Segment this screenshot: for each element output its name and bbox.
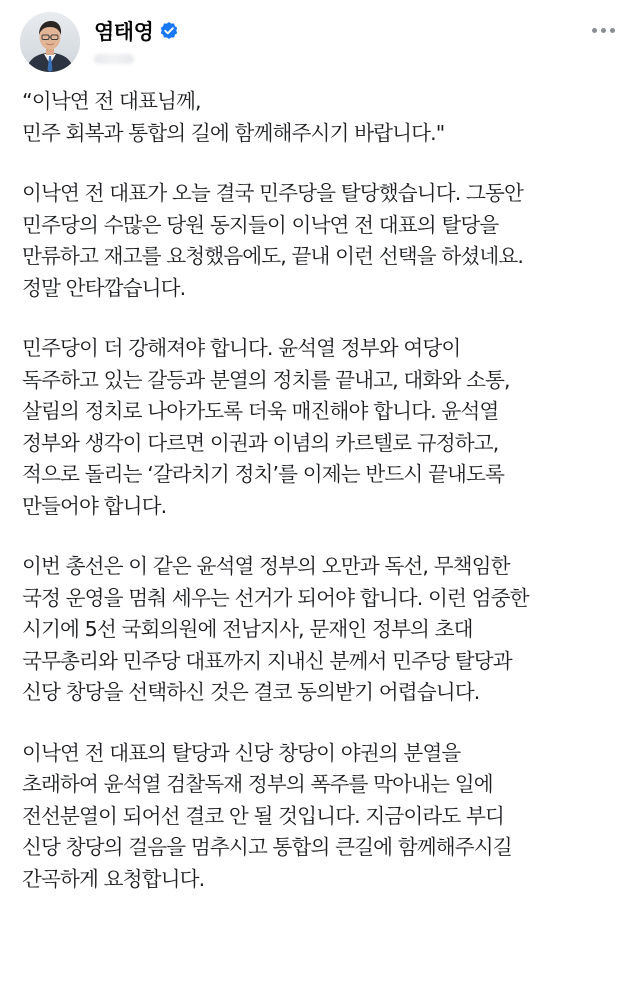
text-line: 만들어야 합니다. <box>22 493 167 518</box>
blurred-timestamp <box>94 54 134 64</box>
verified-badge-icon <box>159 21 179 41</box>
text-line: 간곡하게 요청합니다. <box>22 866 205 891</box>
more-dot <box>601 28 606 33</box>
text-line: 민주 회복과 통합의 길에 함께해주시기 바랍니다." <box>22 120 445 145</box>
avatar[interactable] <box>20 12 80 72</box>
text-line: 신당 창당의 걸음을 멈추시고 통합의 큰길에 함께해주시길 <box>22 835 512 859</box>
text-line: 시기에 5선 국회의원에 전남지사, 문재인 정부의 초대 <box>22 617 473 641</box>
text-line: 만류하고 재고를 요청했음에도, 끝내 이런 선택을 하셨네요. <box>22 244 524 268</box>
paragraph <box>22 738 630 896</box>
more-dot <box>610 28 615 33</box>
text-line: 국정 운영을 멈춰 세우는 선거가 되어야 합니다. 이런 엄중한 <box>22 585 529 610</box>
text-line: 적으로 돌리는 ‘갈라치기 정치’를 이제는 반드시 끝내도록 <box>22 462 505 486</box>
paragraph <box>22 551 630 709</box>
author-line <box>94 18 179 44</box>
post-body <box>22 86 630 924</box>
post-header <box>20 12 620 82</box>
profile-photo <box>20 12 80 72</box>
text-line: 민주당이 더 강해져야 합니다. 윤석열 정부와 여당이 <box>22 336 461 360</box>
text-line: 이낙연 전 대표의 탈당과 신당 창당이 야권의 분열을 <box>22 740 461 765</box>
text-line: 정말 안타깝습니다. <box>22 275 186 300</box>
more-options-button[interactable] <box>586 18 620 42</box>
text-line: 정부와 생각이 다르면 이권과 이념의 카르텔로 규정하고, <box>22 430 499 455</box>
paragraph <box>22 178 630 304</box>
text-line: 살림의 정치로 나아가도록 더욱 매진해야 합니다. 윤석열 <box>22 399 499 423</box>
text-line: 신당 창당을 선택하신 것은 결코 동의받기 어렵습니다. <box>22 680 480 704</box>
paragraph <box>22 86 630 149</box>
text-line: “이낙연 전 대표님께, <box>22 89 201 113</box>
text-line: 민주당의 수많은 당원 동지들이 이낙연 전 대표의 탈당을 <box>22 212 499 237</box>
text-line: 전선분열이 되어선 결코 안 될 것입니다. 지금이라도 부디 <box>22 803 505 828</box>
text-line: 이번 총선은 이 같은 윤석열 정부의 오만과 독선, 무책임한 <box>22 554 510 578</box>
author-name[interactable]: 염태영 <box>94 20 154 44</box>
text-line: 국무총리와 민주당 대표까지 지내신 분께서 민주당 탈당과 <box>22 648 512 673</box>
more-horizontal-icon <box>592 28 597 33</box>
text-line: 독주하고 있는 갈등과 분열의 정치를 끝내고, 대화와 소통, <box>22 367 510 392</box>
paragraph <box>22 333 630 522</box>
text-line: 초래하여 윤석열 검찰독재 정부의 폭주를 막아내는 일에 <box>22 772 493 796</box>
text-line: 이낙연 전 대표가 오늘 결국 민주당을 탈당했습니다. 그동안 <box>22 181 524 205</box>
post-meta <box>94 50 154 68</box>
